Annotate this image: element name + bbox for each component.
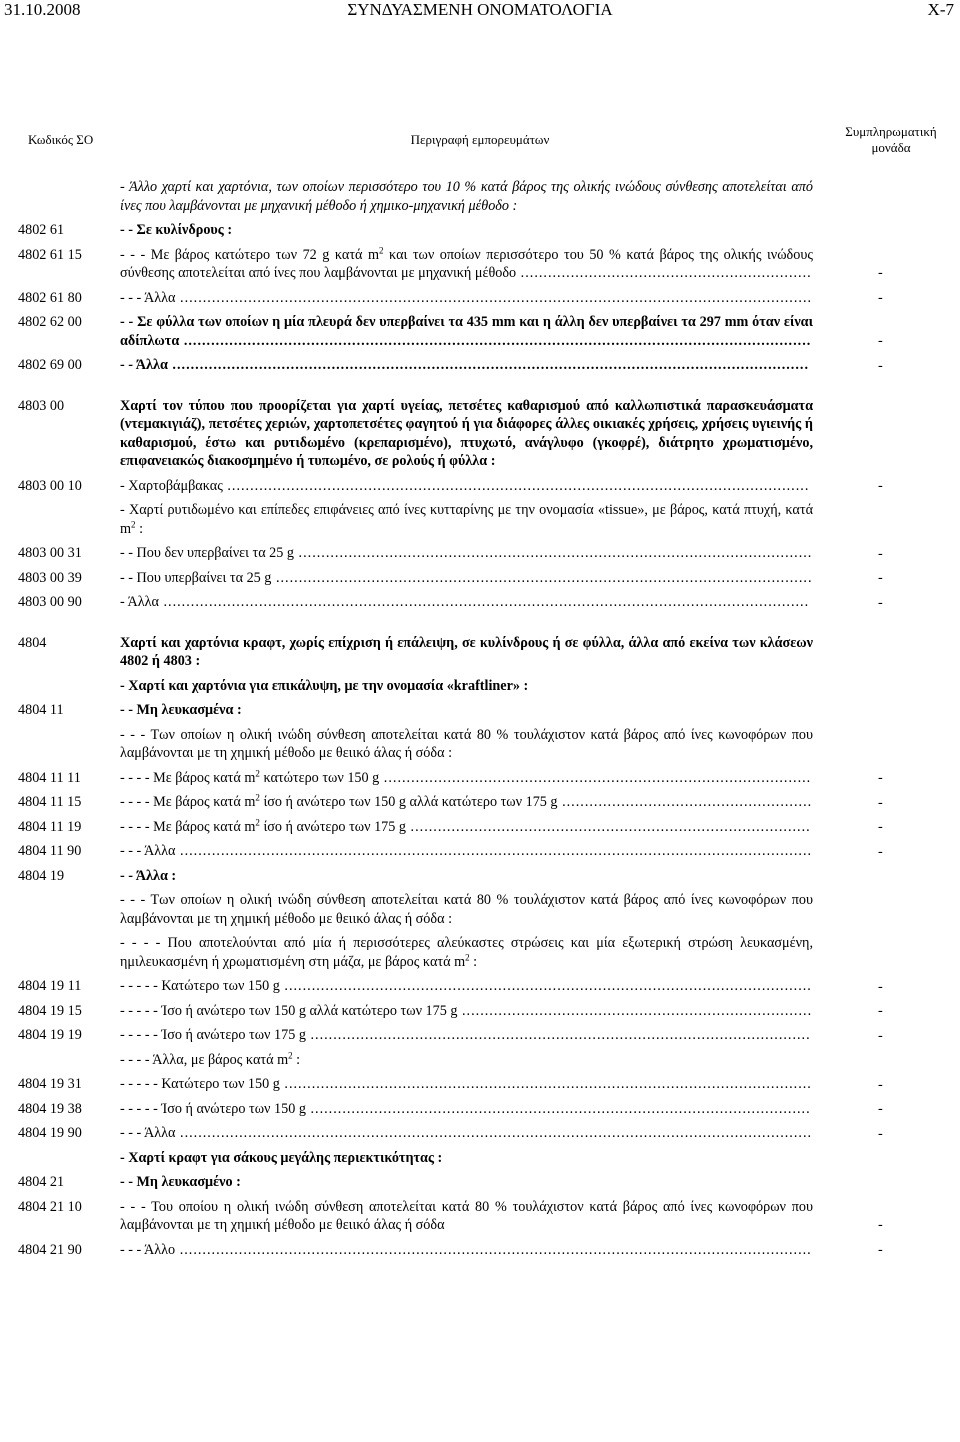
description: - - Σε κυλίνδρους : — [120, 222, 233, 238]
supplementary-unit: - — [878, 1125, 883, 1142]
cn-code: 4803 00 39 — [18, 569, 82, 586]
description: - Άλλα .............................................................................................................................................. — [120, 594, 810, 610]
supplementary-unit: - — [878, 794, 883, 811]
description: - - Σε φύλλα των οποίων η μία πλευρά δεν υπερβαίνει τα 435 mm και η άλλη δεν υπερβαίνει τα 297 mm όταν είναι αδίπλωτα .......................................................................................................................................... — [120, 314, 813, 349]
supplementary-unit: - — [878, 332, 883, 349]
supplementary-unit: - — [878, 1076, 883, 1093]
description: - - Που δεν υπερβαίνει τα 25 g ................................................................................................................. — [120, 545, 813, 561]
description: - - - Των οποίων η ολική ινώδη σύνθεση αποτελείται κατά 80 % τουλάχιστον κατά βάρος από ίνες κωνοφόρων που λαμβάνονται με τη χημική μέθοδο με θειικό άλας ή σόδα : — [120, 892, 813, 927]
table-row — [0, 221, 960, 240]
leader-dots: .................................................................................................................... — [279, 1076, 812, 1092]
leader-dots: ................................................................................................................................ — [222, 477, 810, 494]
column-headers — [0, 124, 960, 164]
table-row — [0, 842, 960, 861]
cn-code: 4802 69 00 — [18, 357, 82, 373]
table-row — [0, 593, 960, 612]
leader-dots: .............................................................................................................. — [305, 1027, 811, 1043]
leader-dots: ........................................................................................................................................... — [175, 1125, 813, 1141]
supplementary-unit: - — [878, 594, 883, 611]
page-header — [0, 0, 960, 22]
header-page-number: X-7 — [927, 0, 954, 19]
description: - - - Άλλα ........................................................................................................................................... — [120, 289, 813, 306]
table-row — [0, 1100, 960, 1119]
table-row — [0, 1051, 960, 1070]
supplementary-unit: - — [878, 1003, 883, 1019]
table-row — [0, 246, 960, 283]
cn-code: 4804 11 90 — [18, 843, 82, 859]
table-row — [0, 934, 960, 971]
leader-dots: ........................................................................................................................................... — [175, 289, 813, 306]
supplementary-unit: - — [878, 570, 883, 586]
table-row — [0, 793, 960, 812]
leader-dots: ...................................................................................................................... — [271, 569, 813, 586]
description: - - - - Άλλα, με βάρος κατά $m^2$ : — [120, 1049, 301, 1068]
cn-code: 4802 61 — [18, 222, 65, 238]
description: - Χαρτί και χαρτόνια για επικάλυψη, με την ονομασία «kraftliner» : — [120, 677, 529, 694]
cn-code: 4803 00 90 — [18, 594, 82, 610]
description: - - - - Που αποτελούνται από μία ή περισσότερες αλεύκαστες στρώσεις και μία εξωτερική στρώση λευκασμένη, ημιλευκασμένη ή χρωματισμένη στη μάζα, με βάρος κατά $m^2$ : — [120, 935, 813, 970]
description: - - Που υπερβαίνει τα 25 g ...................................................................................................................... — [120, 569, 813, 586]
supplementary-unit: - — [878, 290, 883, 306]
supplementary-unit: - — [878, 1217, 883, 1233]
table-row — [0, 867, 960, 886]
cn-code: 4804 — [18, 634, 47, 651]
table-row — [0, 1198, 960, 1235]
description: - - - Με βάρος κατώτερο των 72 g κατά $m^2$ και των οποίων περισσότερο του 50 % κατά βάρος της ολικής ινώδους σύνθεσης αποτελείται από ίνες που λαμβάνονται με μηχανική μέθοδο ................................................................ — [120, 245, 813, 281]
table-row — [0, 289, 960, 308]
supplementary-unit: - — [878, 1242, 883, 1258]
description: - - Μη λευκασμένα : — [120, 702, 242, 718]
leader-dots: ........................................................................................................................................... — [175, 1241, 812, 1258]
cn-code: 4803 00 31 — [18, 545, 82, 561]
cn-code: 4804 21 10 — [18, 1198, 82, 1215]
cn-code: 4804 19 38 — [18, 1100, 82, 1117]
cn-code: 4803 00 — [18, 397, 65, 414]
cn-code: 4804 19 11 — [18, 978, 82, 994]
description: - - - - - Κατώτερο των 150 g .................................................................................................................... — [120, 1076, 812, 1092]
leader-dots: ................................................................................................................. — [294, 545, 813, 561]
supplementary-unit: - — [878, 978, 883, 995]
table-row — [0, 544, 960, 563]
description: - - Άλλα : — [120, 867, 177, 884]
supplementary-unit: - — [878, 478, 883, 494]
tariff-table — [0, 178, 960, 1259]
description: - - - Άλλο ........................................................................................................................................... — [120, 1241, 812, 1258]
supplementary-unit: - — [878, 819, 883, 835]
leader-dots: ........................................................................................................................................... — [175, 843, 813, 859]
description: - Χαρτί ρυτιδωμένο και επίπεδες επιφάνειες από ίνες κυτταρίνης με την ονομασία «tissue», με βάρος, κατά πτυχή, κατά $m^2$ : — [120, 502, 813, 537]
column-header-description: Περιγραφή εμπορευμάτων — [410, 132, 550, 147]
cn-code: 4804 11 15 — [18, 794, 82, 810]
description: Χαρτί τον τύπου που προορίζεται για χαρτί υγείας, πετσέτες καθαρισμού από καλλωπιστικά παρασκευάσματα (ντεμακιγιάζ), πετσέτες χεριών, χαρτοπετσέτες φαγητού ή για διάφορες άλλες οικιακές χρήσεις, χρήσεις υγιεινής ή καθαρισμού, έστω και ρυτιδωμένο (κρεπαρισμένο), πτυχωτό, ανάγλυφο (γκοφρέ), διάτρητο χρωματισμένο, επιφανειακώς διακοσμημένο ή τυπωμένο, σε ρολούς ή φύλλα : — [120, 397, 813, 469]
table-row — [0, 356, 960, 375]
supplementary-unit: - — [878, 1027, 883, 1044]
leader-dots: ................................................................ — [516, 265, 812, 281]
cn-code: 4802 61 80 — [18, 289, 82, 306]
description: - - Μη λευκασμένο : — [120, 1174, 241, 1190]
row-gap — [0, 375, 960, 397]
table-row — [0, 178, 960, 215]
table-row — [0, 1075, 960, 1094]
description: - - - Άλλα ........................................................................................................................................... — [120, 843, 813, 859]
leader-dots: .............................................................................................................................................. — [158, 594, 810, 610]
description: - - - Των οποίων η ολική ινώδη σύνθεση αποτελείται κατά 80 % τουλάχιστον κατά βάρος από ίνες κωνοφόρων που λαμβάνονται με τη χημική μέθοδο με θειικό άλας ή σόδα : — [120, 726, 813, 761]
header-date: 31.10.2008 — [4, 0, 81, 19]
description: - - - Άλλα ........................................................................................................................................... — [120, 1125, 813, 1141]
supplementary-unit: - — [878, 770, 883, 786]
table-row — [0, 397, 960, 471]
leader-dots: .............................................................................................. — [379, 769, 812, 786]
cn-code: 4804 19 31 — [18, 1076, 82, 1092]
description: - - - - Με βάρος κατά $m^2$ κατώτερο των 150 g .............................................................................................. — [120, 768, 812, 786]
table-row — [0, 677, 960, 696]
leader-dots: ............................................................................. — [457, 1002, 813, 1019]
description: - - - - - Ίσο ή ανώτερο των 175 g .............................................................................................................. — [120, 1027, 811, 1043]
cn-code: 4804 19 — [18, 867, 65, 884]
table-row — [0, 1124, 960, 1143]
table-row — [0, 977, 960, 996]
leader-dots: .......................................................................................................................................... — [179, 332, 812, 349]
supplementary-unit: - — [878, 265, 883, 281]
cn-code: 4804 21 90 — [18, 1241, 82, 1258]
table-row — [0, 501, 960, 538]
table-row — [0, 313, 960, 350]
table-row — [0, 1241, 960, 1260]
leader-dots: ............................................................................................................................................ — [167, 357, 809, 373]
cn-code: 4803 00 10 — [18, 477, 82, 494]
cn-code: 4804 11 11 — [18, 769, 81, 786]
cn-code: 4804 21 — [18, 1174, 65, 1190]
cn-code: 4804 11 — [18, 702, 64, 718]
table-row — [0, 891, 960, 928]
table-row — [0, 1149, 960, 1168]
description: - - - - - Κατώτερο των 150 g .................................................................................................................... — [120, 978, 812, 994]
description: - - Άλλα ............................................................................................................................................ — [120, 357, 809, 373]
column-header-code: Κωδικός ΣΟ — [28, 132, 94, 147]
row-gap — [0, 612, 960, 634]
cn-code: 4802 62 00 — [18, 314, 82, 330]
description: - - - - - Ίσο ή ανώτερο των 150 g .............................................................................................................. — [120, 1100, 811, 1117]
description: - - - - Με βάρος κατά $m^2$ ίσο ή ανώτερο των 150 g αλλά κατώτερο των 175 g ....................................................... — [120, 793, 813, 810]
cn-code: 4804 11 19 — [18, 818, 82, 835]
cn-code: 4802 61 15 — [18, 246, 82, 263]
table-row — [0, 1026, 960, 1045]
table-row — [0, 634, 960, 671]
column-header-unit: Συμπληρωματική μονάδα — [845, 124, 937, 155]
table-row — [0, 1173, 960, 1192]
description: - - - - Με βάρος κατά $m^2$ ίσο ή ανώτερο των 175 g ........................................................................................ — [120, 817, 811, 835]
table-row — [0, 1002, 960, 1021]
supplementary-unit: - — [878, 843, 883, 860]
description: - - - - - Ίσο ή ανώτερο των 150 g αλλά κατώτερο των 175 g ............................................................................. — [120, 1002, 813, 1019]
supplementary-unit: - — [878, 1101, 883, 1117]
leader-dots: ........................................................................................ — [406, 818, 811, 835]
supplementary-unit: - — [878, 357, 883, 374]
description: - - - Του οποίου η ολική ινώδη σύνθεση αποτελείται κατά 80 % τουλάχιστον κατά βάρος από ίνες κωνοφόρων που λαμβάνονται με τη χημική μέθοδο με θειικό άλας ή σόδα — [120, 1198, 813, 1233]
cn-code: 4804 19 19 — [18, 1027, 82, 1043]
table-row — [0, 818, 960, 837]
leader-dots: .................................................................................................................... — [279, 978, 812, 994]
table-row — [0, 569, 960, 588]
description: - Άλλο χαρτί και χαρτόνια, των οποίων περισσότερο του 10 % κατά βάρος της ολικής ινώδους σύνθεσης αποτελείται από ίνες που λαμβάνονται με μηχανική μέθοδο ή χημικο-μηχανική μέθοδο : — [120, 179, 813, 214]
description: Χαρτί και χαρτόνια κραφτ, χωρίς επίχριση ή επάλειψη, σε κυλίνδρους ή σε φύλλα, άλλα από εκείνα των κλάσεων 4802 ή 4803 : — [120, 634, 813, 669]
table-row — [0, 769, 960, 788]
table-row — [0, 477, 960, 496]
leader-dots: .............................................................................................................. — [305, 1100, 811, 1117]
table-row — [0, 726, 960, 763]
cn-code: 4804 19 90 — [18, 1125, 82, 1141]
supplementary-unit: - — [878, 545, 883, 562]
description: - Χαρτί κραφτ για σάκους μεγάλης περιεκτικότητας : — [120, 1149, 443, 1166]
cn-code: 4804 19 15 — [18, 1002, 82, 1019]
header-title: ΣΥΝΔΥΑΣΜΕΝΗ ΟΝΟΜΑΤΟΛΟΓΙΑ — [347, 0, 613, 19]
description: - Χαρτοβάμβακας ................................................................................................................................ — [120, 477, 810, 494]
leader-dots: ....................................................... — [557, 794, 813, 810]
table-row — [0, 701, 960, 720]
